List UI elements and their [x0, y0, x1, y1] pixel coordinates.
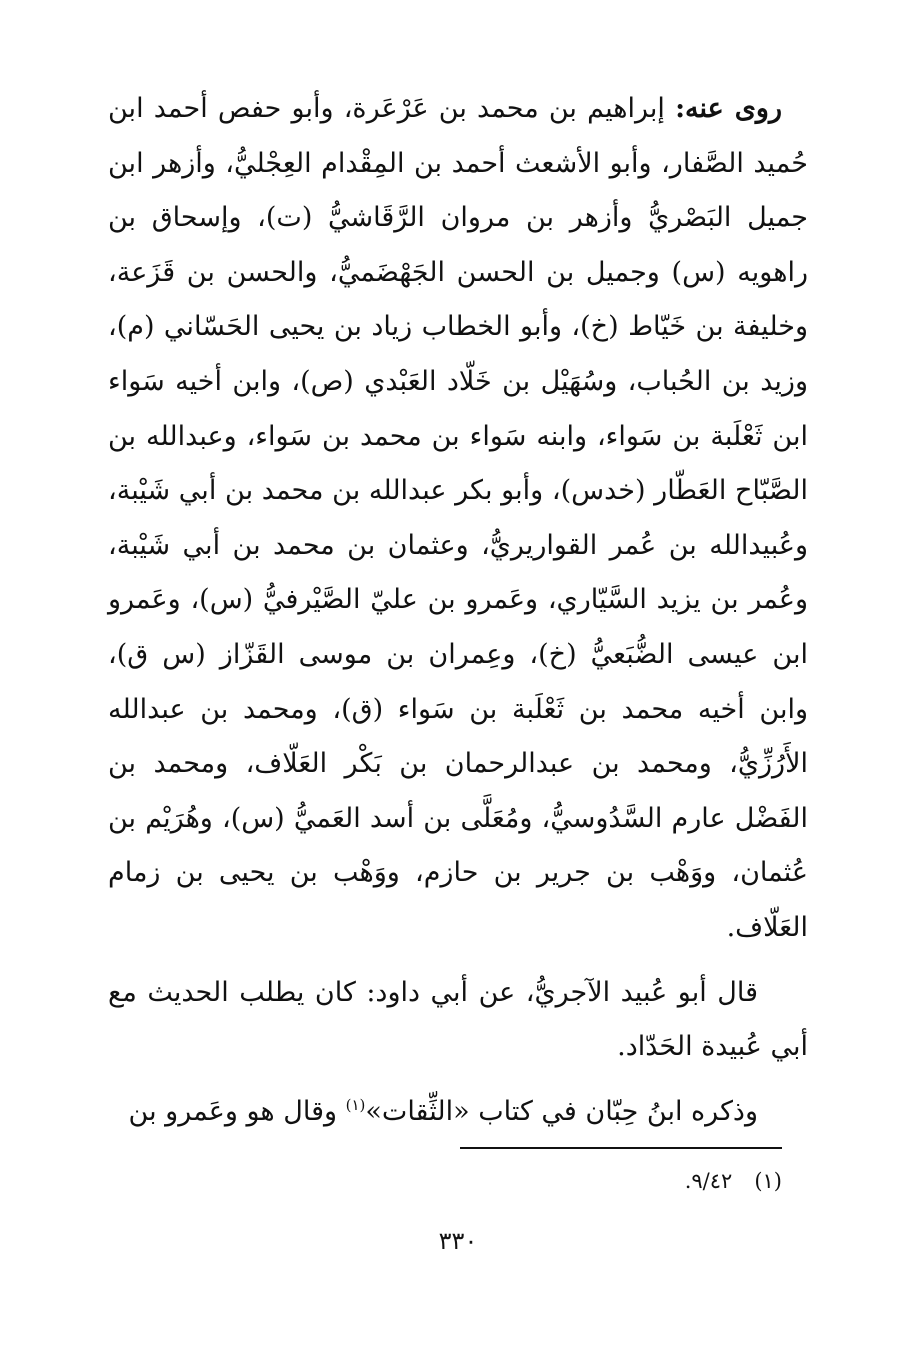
footnote-divider: [460, 1147, 782, 1149]
paragraph-lead: روى عنه:: [675, 93, 783, 124]
page-number: ٣٣٠: [438, 1227, 478, 1255]
footnote-text: ٩/٤٢.: [684, 1169, 733, 1193]
paragraph-text: إبراهيم بن محمد بن عَرْعَرة، وأبو حفص أحمد ابن حُميد الصَّفار، وأبو الأشعث أحمد بن المِقْدام العِجْليُّ، وأزهر ابن جميل البَصْريُّ وأزهر بن مروان الرَّقَاشيُّ (ت)، وإسحاق بن راهويه (س) وجميل بن الحسن الجَهْضَميُّ، والحسن بن قَزَعة، وخليفة بن خَيّاط (خ)، وأبو الخطاب زياد بن يحيى الحَسّاني (م)، وزيد بن الحُباب، وسُهَيْل بن خَلّاد العَبْدي (ص)، وابن أخيه سَواء ابن ثَعْلَبة بن سَواء، وابنه سَواء بن محمد بن سَواء، وعبدالله بن الصَّبّاح العَطّار (خدس)، وأبو بكر عبدالله بن محمد بن أبي شَيْبة، وعُبيدالله بن عُمر القواريريُّ، وعثمان بن محمد بن أبي شَيْبة، وعُمر بن يزيد السَّيّاري، وعَمرو بن عليّ الصَّيْرفيُّ (س)، وعَمرو ابن عيسى الضُّبَعيُّ (خ)، وعِمران بن موسى القَزّاز (س ق)، وابن أخيه محمد بن ثَعْلَبة بن سَواء (ق)، ومحمد بن عبدالله الأَرُزِّيُّ، ومحمد بن عبدالرحمان بن بَكْر العَلّاف، ومحمد بن الفَضْل عارم السَّدُوسيُّ، ومُعَلَّى بن أسد العَميُّ (س)، وهُرَيْم بن عُثمان، ووَهْب بن جرير بن حازم، ووَهْب بن يحيى بن زمام العَلّاف.: [108, 93, 808, 943]
footnote-reference[interactable]: (١): [345, 1095, 366, 1114]
citation-text-after: وقال هو وعَمرو بن: [128, 1095, 346, 1127]
footnote: [102, 1165, 782, 1197]
main-text: [108, 82, 808, 1139]
narrators-paragraph: [108, 82, 808, 956]
citation-paragraph: [108, 1085, 808, 1140]
quote-paragraph: قال أبو عُبيد الآجريُّ، عن أبي داود: كان يطلب الحديث مع أبي عُبيدة الحَدّاد.: [108, 976, 808, 1063]
citation-text-before: وذكره ابنُ حِبّان في كتاب «الثِّقات»: [365, 1095, 758, 1127]
footnote-number: (١): [754, 1169, 782, 1193]
